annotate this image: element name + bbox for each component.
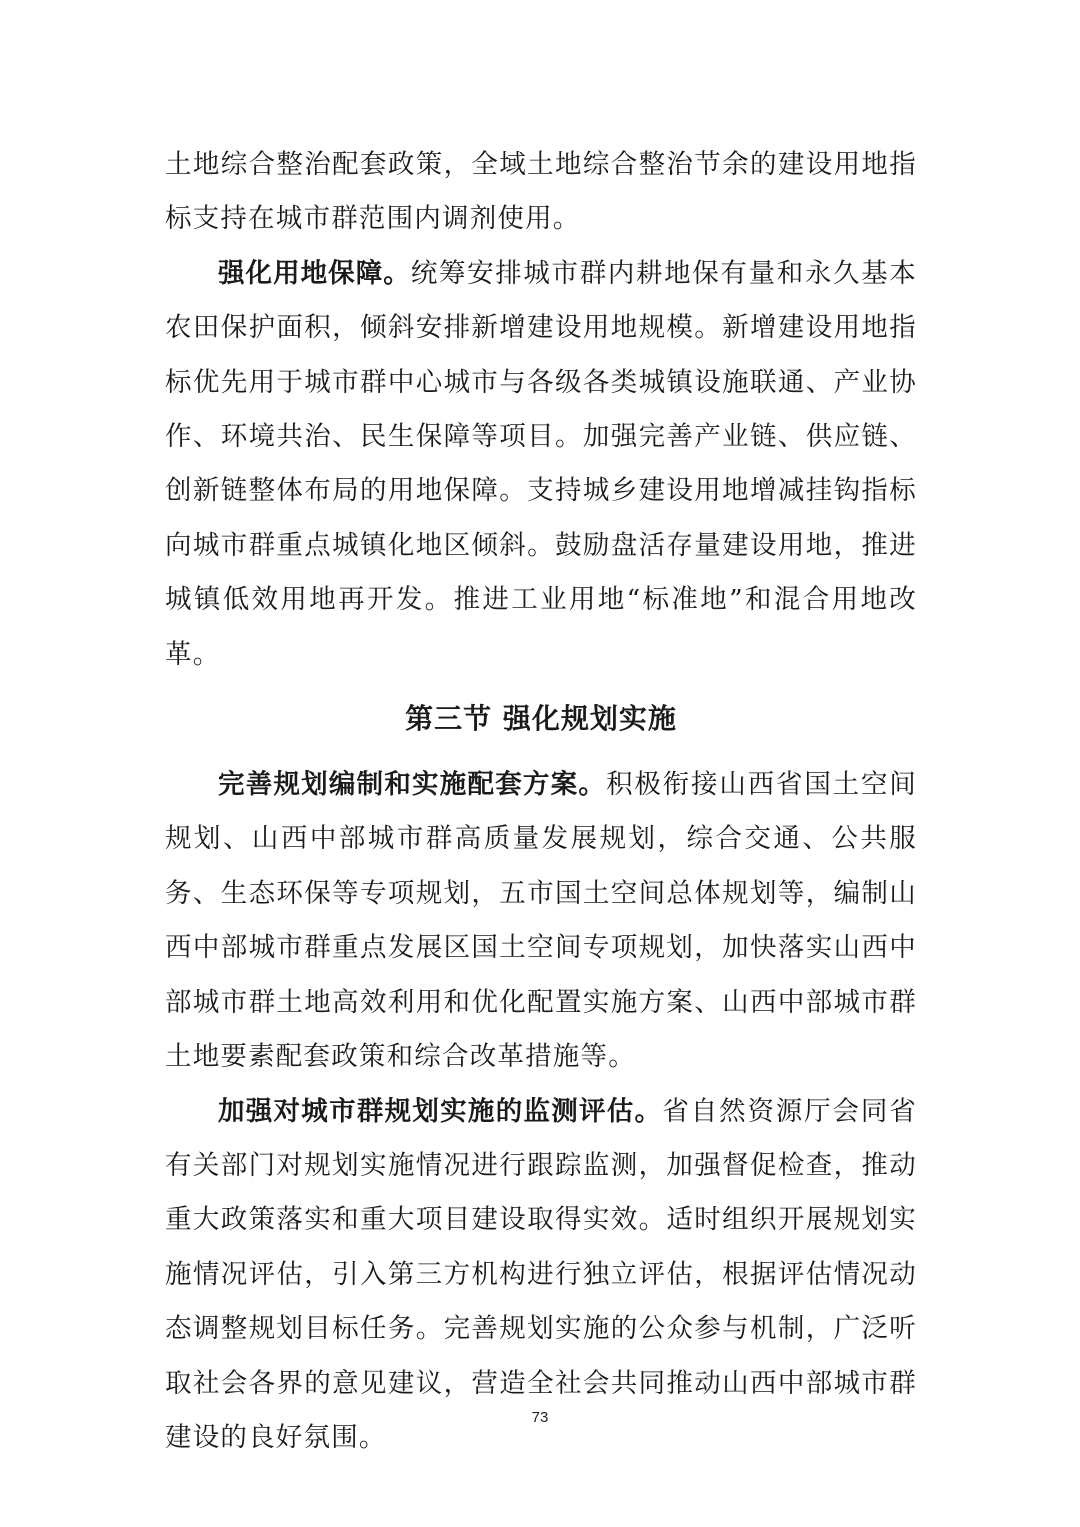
paragraph-text: 省自然资源厅会同省有关部门对规划实施情况进行跟踪监测，加强督促检查，推动重大政策落实和重大项目建设取得实效。适时组织开展规划实施情况评估，引入第三方机构进行独立评估，根据评估情况动态调整规划目标任务。完善规划实施的公众参与机制，广泛听取社会各界的意见建议，营造全社会共同推动山西中部城市群建设的良好氛围。 bbox=[165, 1095, 917, 1453]
page-body bbox=[165, 138, 917, 1465]
paragraph-planning-scheme bbox=[165, 758, 917, 1084]
paragraph-lead: 加强对城市群规划实施的监测评估。 bbox=[218, 1095, 663, 1127]
paragraph-lead: 完善规划编制和实施配套方案。 bbox=[218, 769, 607, 801]
paragraph-land-use-guarantee bbox=[165, 247, 917, 682]
page-number: 73 bbox=[531, 1409, 549, 1426]
paragraph-text: 土地综合整治配套政策，全域土地综合整治节余的建设用地指标支持在城市群范围内调剂使用。 bbox=[165, 149, 917, 235]
paragraph-lead: 强化用地保障。 bbox=[218, 257, 411, 289]
section-heading: 第三节 强化规划实施 bbox=[405, 702, 677, 736]
paragraph-text: 统筹安排城市群内耕地保有量和永久基本农田保护面积，倾斜安排新增建设用地规模。新增建设用地指标优先用于城市群中心城市与各级各类城镇设施联通、产业协作、环境共治、民生保障等项目。加强完善产业链、供应链、创新链整体布局的用地保障。支持城乡建设用地增减挂钩指标向城市群重点城镇化地区倾斜。鼓励盘活存量建设用地，推进城镇低效用地再开发。推进工业用地“标准地”和混合用地改革。 bbox=[165, 257, 917, 670]
paragraph-continued bbox=[165, 138, 917, 247]
paragraph-text: 积极衔接山西省国土空间规划、山西中部城市群高质量发展规划，综合交通、公共服务、生态环保等专项规划，五市国土空间总体规划等，编制山西中部城市群重点发展区国土空间专项规划，加快落实山西中部城市群土地高效利用和优化配置实施方案、山西中部城市群土地要素配套政策和综合改革措施等。 bbox=[165, 769, 917, 1073]
